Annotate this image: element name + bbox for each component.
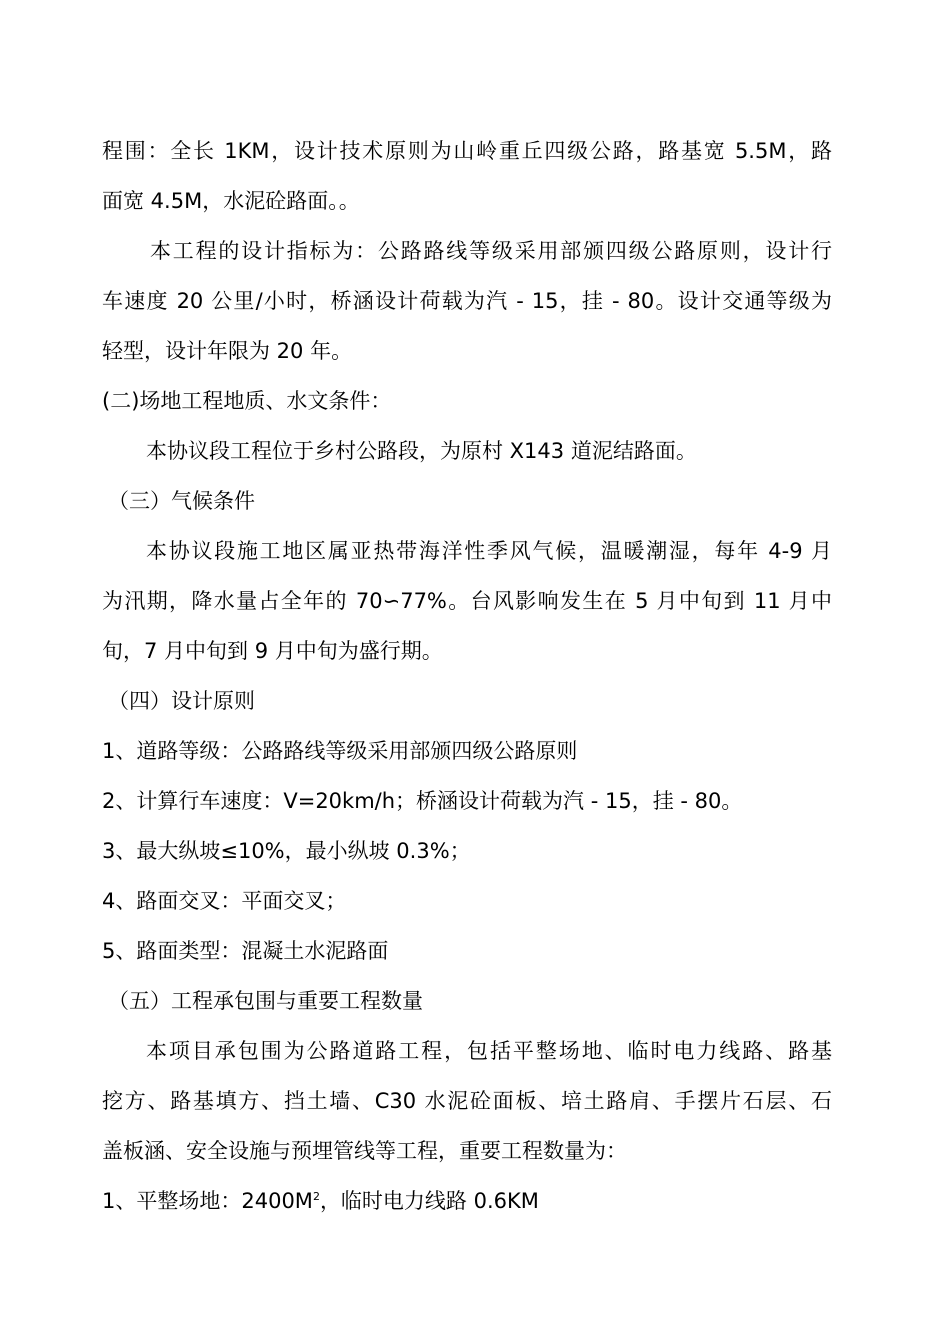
list-item: 5、路面类型：混凝土水泥路面 [102,939,389,963]
paragraph-line: 本工程的设计指标为：公路路线等级采用部颁四级公路原则，设计行 [150,239,832,263]
section-heading: （四）设计原则 [108,689,255,713]
paragraph-line: 为汛期，降水量占全年的 70∽77%。台风影响发生在 5 月中旬到 11 月中 [102,589,832,613]
paragraph-line: 本协议段施工地区属亚热带海洋性季风气候，温暖潮湿，每年 4-9 月 [146,539,832,563]
paragraph-line: 本协议段工程位于乡村公路段，为原村 X143 道泥结路面。 [146,439,697,463]
list-item-text: 1、平整场地：2400M [102,1189,313,1213]
paragraph-line: 挖方、路基填方、挡土墙、C30 水泥砼面板、培土路肩、手摆片石层、石 [102,1089,832,1113]
superscript: 2 [312,1190,320,1203]
paragraph-line: 盖板涵、安全设施与预埋管线等工程，重要工程数量为： [102,1139,627,1163]
list-item: 4、路面交叉：平面交叉； [102,889,347,913]
list-item: 1、道路等级：公路路线等级采用部颁四级公路原则 [102,739,578,763]
list-item: 2、计算行车速度：V=20km/h；桥涵设计荷载为汽 - 15，挂 - 80。 [102,789,743,813]
paragraph-line: 车速度 20 公里/小时，桥涵设计荷载为汽 - 15，挂 - 80。设计交通等级为 [102,289,832,313]
paragraph-line: 轻型，设计年限为 20 年。 [102,339,353,363]
paragraph-line: 旬，7 月中旬到 9 月中旬为盛行期。 [102,639,443,663]
paragraph-line: 程围：全长 1KM，设计技术原则为山岭重丘四级公路，路基宽 5.5M，路 [102,139,832,163]
paragraph-line: 本项目承包围为公路道路工程，包括平整场地、临时电力线路、路基 [146,1039,832,1063]
list-item-text: ，临时电力线路 0.6KM [319,1189,539,1213]
list-item: 3、最大纵坡≤10%，最小纵坡 0.3%； [102,839,471,863]
section-heading: （五）工程承包围与重要工程数量 [108,989,423,1013]
paragraph-line: 面宽 4.5M，水泥砼路面。。 [102,189,360,213]
section-heading: (二)场地工程地质、水文条件： [102,389,392,413]
list-item [102,1186,539,1216]
section-heading: （三）气候条件 [108,489,255,513]
